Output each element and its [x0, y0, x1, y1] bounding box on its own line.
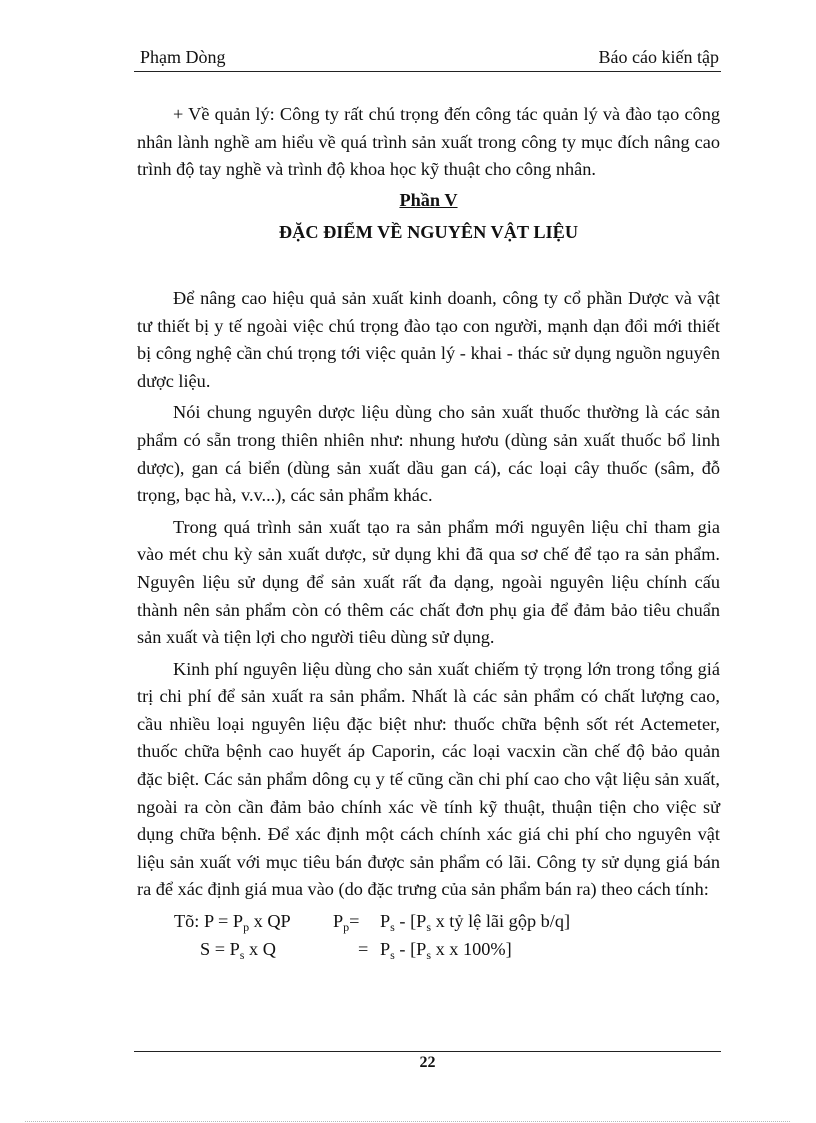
- formula-text: P: [380, 939, 391, 960]
- page-footer: [134, 1051, 721, 1074]
- body-text: [137, 101, 720, 964]
- paragraph-3: Trong quá trình sản xuất tạo ra sản phẩm mới nguyên liệu chỉ tham gia vào mét chu kỳ sản xuất dược, sử dụng khi đã qua sơ chế để tạo ra sản phẩm. Nguyên liệu sử dụng để sản xuất rất đa dạng, ngoài nguyên liệu chính cấu thành nên sản phẩm còn có thêm các chất đơn phụ gia để đảm bảo tiêu chuẩn sản xuất và tiện lợi cho người tiêu dùng sử dụng.: [137, 516, 720, 648]
- formula-text: S = P: [200, 939, 240, 960]
- formula-subscript: s: [426, 948, 431, 963]
- formula-text: x Q: [244, 939, 276, 960]
- section-title: ĐẶC ĐIỂM VỀ NGUYÊN VẬT LIỆU: [278, 222, 579, 243]
- formula-text: Tõ: P = P: [174, 911, 244, 932]
- page-number: 22: [419, 1054, 436, 1071]
- formula-text: - [P: [394, 939, 427, 960]
- formula-line1-right-lhs: [333, 908, 359, 936]
- paragraph-1: Để nâng cao hiệu quả sản xuất kinh doanh, công ty cổ phần Dược và vật tư thiết bị y tế ngoài việc chú trọng đào tạo con người, mạnh dạn đổi mới thiết bị công nghệ cần chú trọng tới việc quản lý - khai - thác sử dụng nguồn nguyên dược liệu.: [137, 287, 720, 391]
- formula-text: x QP: [249, 911, 291, 932]
- page-header: [134, 44, 721, 72]
- formula-subscript: p: [343, 920, 350, 935]
- formula-line2-right-eq: [358, 936, 368, 964]
- intro-paragraph: + Về quản lý: Công ty rất chú trọng đến công tác quản lý và đào tạo công nhân lành nghề am hiểu về quá trình sản xuất trong công ty mục đích nâng cao trình độ tay nghề và trình độ khoa học kỹ thuật cho công nhân.: [137, 104, 720, 180]
- formula-equals: =: [349, 911, 360, 932]
- paragraph-2: Nói chung nguyên dược liệu dùng cho sản xuất thuốc thường là các sản phẩm có sẵn trong thiên nhiên như: nhung hươu (dùng sản xuất thuốc bổ linh dược), gan cá biển (dùng sản xuất dầu gan cá), các loại cây thuốc (sâm, đỗ trọng, bạc hà, v.v...), các sản phẩm khác.: [137, 402, 720, 506]
- section-part-label: Phần V: [399, 189, 458, 210]
- formula-subscript: s: [390, 920, 395, 935]
- formula-subscript: s: [390, 948, 395, 963]
- page-bottom-divider: [25, 1121, 790, 1122]
- formula-line2-left: [200, 936, 276, 964]
- formula-subscript: s: [239, 948, 245, 963]
- formula-text: x x 100%]: [431, 939, 512, 960]
- formula-text: x tỷ lệ lãi gộp b/q]: [431, 911, 571, 932]
- formula-subscript: s: [426, 920, 431, 935]
- formula-line2-right-rhs: [380, 936, 512, 964]
- formula-line1-right-rhs: [380, 908, 570, 936]
- header-report-title: Báo cáo kiến tập: [598, 47, 719, 67]
- formula-text: P: [380, 911, 391, 932]
- formula-subscript: p: [243, 920, 250, 935]
- formula-text: - [P: [394, 911, 427, 932]
- formula-line1-left: [174, 908, 291, 936]
- formula-block: [137, 908, 720, 964]
- formula-equals: =: [358, 939, 369, 960]
- header-author: Phạm Dòng: [140, 47, 226, 67]
- paragraph-4: Kinh phí nguyên liệu dùng cho sản xuất chiếm tỷ trọng lớn trong tổng giá trị chi phí để sản xuất ra sản phẩm. Nhất là các sản phẩm có chất lượng cao, cầu nhiều loại nguyên liệu đặc biệt như: thuốc chữa bệnh sốt rét Actemeter, thuốc chữa bệnh cao huyết áp Caporin, các loại vacxin cần chế độ bảo quản đặc biệt. Các sản phẩm dông cụ y tế cũng cần chi phí cao cho vật liệu sản xuất, ngoài ra còn cần đảm bảo chính xác về tính kỹ thuật, thuận tiện cho việc sử dụng chữa bệnh. Để xác định một cách chính xác giá chi phí cho nguyên vật liệu sản xuất với mục tiêu bán được sản phẩm có lãi. Công ty sử dụng giá bán ra để xác định giá mua vào (do đặc trưng của sản phẩm bán ra) theo cách tính:: [137, 658, 720, 900]
- formula-text: P: [333, 911, 344, 932]
